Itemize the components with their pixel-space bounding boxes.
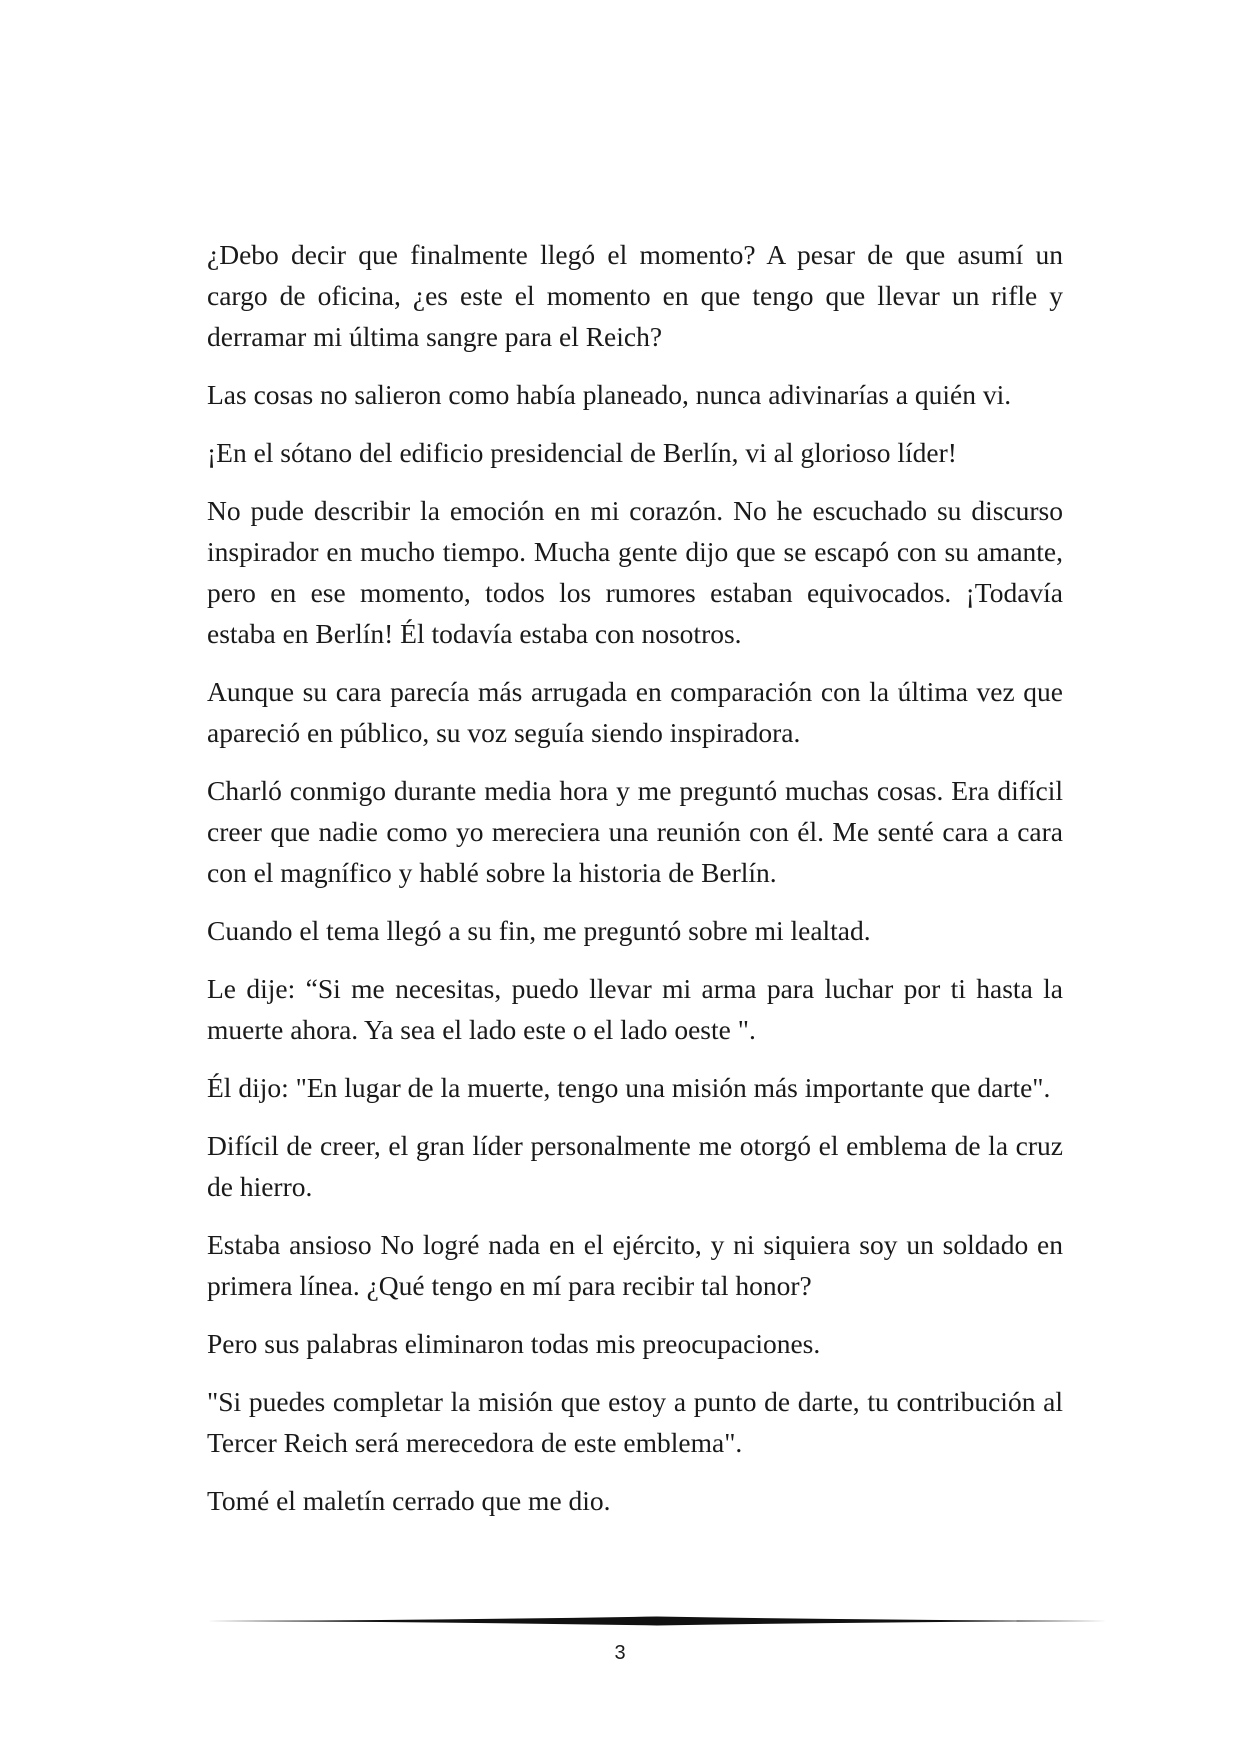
paragraph: Tomé el maletín cerrado que me dio.	[207, 1485, 611, 1516]
footer-divider	[207, 1615, 1107, 1627]
paragraph: Aunque su cara parecía más arrugada en comparación con la última vez que apareció en público, su voz seguía siendo inspiradora.	[207, 676, 1063, 748]
paragraph: Charló conmigo durante media hora y me preguntó muchas cosas. Era difícil creer que nadie como yo mereciera una reunión con él. Me senté cara a cara con el magnífico y hablé sobre la historia de Berlín.	[207, 775, 1063, 888]
paragraph: Él dijo: "En lugar de la muerte, tengo una misión más importante que darte".	[207, 1072, 1051, 1103]
paragraph: ¿Debo decir que finalmente llegó el momento? A pesar de que asumí un cargo de oficina, ¿es este el momento en que tengo que llevar un rifle y derramar mi última sangre para el Reich?	[207, 239, 1063, 352]
paragraph: Estaba ansioso No logré nada en el ejército, y ni siquiera soy un soldado en primera línea. ¿Qué tengo en mí para recibir tal honor?	[207, 1229, 1063, 1301]
paragraph: ¡En el sótano del edificio presidencial de Berlín, vi al glorioso líder!	[207, 437, 957, 468]
paragraph: Pero sus palabras eliminaron todas mis preocupaciones.	[207, 1328, 821, 1359]
paragraph: Las cosas no salieron como había planeado, nunca adivinarías a quién vi.	[207, 379, 1012, 410]
paragraph: Difícil de creer, el gran líder personalmente me otorgó el emblema de la cruz de hierro.	[207, 1130, 1063, 1202]
paragraph: Cuando el tema llegó a su fin, me preguntó sobre mi lealtad.	[207, 915, 871, 946]
paragraph: Le dije: “Si me necesitas, puedo llevar mi arma para luchar por ti hasta la muerte ahora. Ya sea el lado este o el lado oeste ".	[207, 973, 1063, 1045]
page-number: 3	[614, 1642, 626, 1664]
paragraph: No pude describir la emoción en mi corazón. No he escuchado su discurso inspirador en mucho tiempo. Mucha gente dijo que se escapó con su amante, pero en ese momento, todos los rumores estaban equivocados. ¡Todavía estaba en Berlín! Él todavía estaba con nosotros.	[207, 495, 1063, 649]
body-text	[207, 234, 1063, 1538]
paragraph: "Si puedes completar la misión que estoy a punto de darte, tu contribución al Tercer Reich será merecedora de este emblema".	[207, 1386, 1063, 1458]
